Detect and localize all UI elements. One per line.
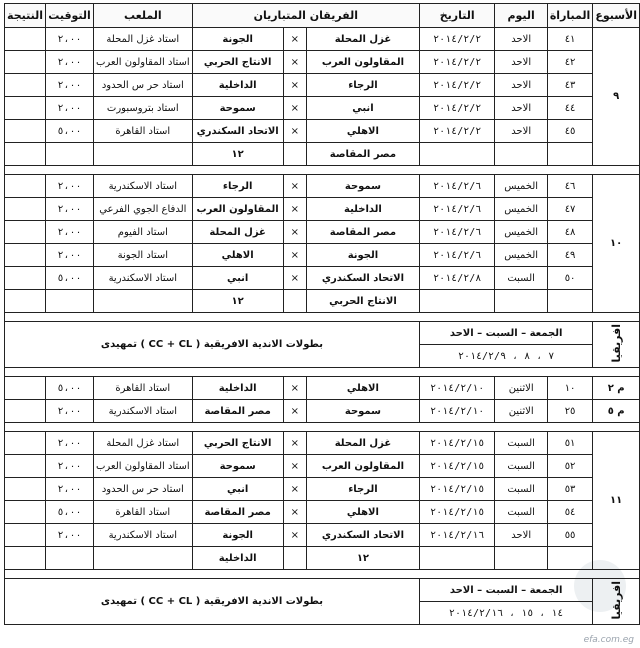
match-number: ٥٢ [547, 455, 593, 478]
venue: استاد الاسكندرية [93, 400, 192, 423]
venue: استاد المقاولون العرب [93, 51, 192, 74]
banner-days: الجمعة – السبت – الاحد [419, 579, 592, 602]
match-day: السبت [495, 267, 547, 290]
match-number: ٤٨ [547, 221, 593, 244]
match-date: ٢٠١٤/٢/٢ [419, 120, 495, 143]
home-team: المقاولون العرب [306, 455, 419, 478]
match-date: ٢٠١٤/٢/١٠ [419, 377, 495, 400]
spacer-cell [5, 368, 640, 377]
result [5, 175, 46, 198]
vs-mark: × [283, 51, 306, 74]
match-number: ٤١ [547, 28, 593, 51]
kickoff-time: ٢،٠٠ [46, 28, 94, 51]
spacer-row [5, 313, 640, 322]
kickoff-time: ٢،٠٠ [46, 244, 94, 267]
match-date: ٢٠١٤/٢/٦ [419, 175, 495, 198]
header-teams: الفريقان المتباريان [192, 4, 419, 28]
vs-mark: × [283, 175, 306, 198]
result [5, 28, 46, 51]
result [5, 478, 46, 501]
venue: استاد الاسكندرية [93, 524, 192, 547]
away-team: مصر المقاصة [192, 501, 283, 524]
match-row [5, 175, 640, 198]
match-date: ٢٠١٤/٢/٦ [419, 221, 495, 244]
match-date: ٢٠١٤/٢/١٠ [419, 400, 495, 423]
result [5, 524, 46, 547]
match-number: ٤٧ [547, 198, 593, 221]
vs-mark: × [283, 478, 306, 501]
schedule-table [4, 3, 640, 625]
result [5, 547, 46, 570]
header-row [5, 4, 640, 28]
match-day: الاحد [495, 97, 547, 120]
match-number [547, 143, 593, 166]
vs-mark: × [283, 244, 306, 267]
venue: الدفاع الجوي الفرعي [93, 198, 192, 221]
match-date: ٢٠١٤/٢/١٥ [419, 478, 495, 501]
vs-mark [283, 547, 306, 570]
match-number: ٤٢ [547, 51, 593, 74]
vs-mark: × [283, 74, 306, 97]
match-day: الخميس [495, 175, 547, 198]
match-number: ٤٥ [547, 120, 593, 143]
home-team: الداخلية [306, 198, 419, 221]
match-day: السبت [495, 501, 547, 524]
away-team: الداخلية [192, 74, 283, 97]
vs-mark: × [283, 198, 306, 221]
match-number: ٢٥ [547, 400, 593, 423]
venue: استاد الجونة [93, 244, 192, 267]
venue: استاد القاهرة [93, 377, 192, 400]
match-number: ٥٠ [547, 267, 593, 290]
match-row [5, 455, 640, 478]
banner-days: الجمعة – السبت – الاحد [419, 322, 592, 345]
vs-mark: × [283, 501, 306, 524]
home-team: الاهلي [306, 377, 419, 400]
result [5, 120, 46, 143]
match-day: الخميس [495, 221, 547, 244]
venue [93, 143, 192, 166]
away-team: الجونة [192, 28, 283, 51]
match-number: ٥٤ [547, 501, 593, 524]
watermark: efa.com.eg [583, 635, 634, 645]
match-day: الاحد [495, 28, 547, 51]
match-date [419, 547, 495, 570]
home-team: مصر المقاصة [306, 143, 419, 166]
match-row [5, 74, 640, 97]
result [5, 290, 46, 313]
banner-text: بطولات الاندية الافريقية ( CC + CL ) تمهيدى [5, 322, 420, 368]
kickoff-time: ٥،٠٠ [46, 501, 94, 524]
match-date: ٢٠١٤/٢/٦ [419, 198, 495, 221]
spacer-cell [5, 313, 640, 322]
venue: استاد الاسكندرية [93, 175, 192, 198]
away-team: الرجاء [192, 175, 283, 198]
vs-mark: × [283, 120, 306, 143]
match-row [5, 524, 640, 547]
match-date: ٢٠١٤/٢/٢ [419, 74, 495, 97]
venue: استاد غزل المحلة [93, 28, 192, 51]
home-team: الاهلي [306, 120, 419, 143]
venue: استاد حر س الحدود [93, 74, 192, 97]
venue: استاد بتروسبورت [93, 97, 192, 120]
away-team: المقاولون العرب [192, 198, 283, 221]
home-team: الاتحاد السكندري [306, 267, 419, 290]
away-team: ١٢ [192, 143, 283, 166]
away-team: الداخلية [192, 547, 283, 570]
kickoff-time: ٢،٠٠ [46, 432, 94, 455]
match-row [5, 244, 640, 267]
kickoff-time: ٢،٠٠ [46, 97, 94, 120]
header-week: الأسبوع [593, 4, 640, 28]
match-day: الاثنين [495, 400, 547, 423]
home-team: انبي [306, 97, 419, 120]
african-break-row [5, 579, 640, 602]
match-number: ٥١ [547, 432, 593, 455]
kickoff-time: ٢،٠٠ [46, 175, 94, 198]
week-number: ٩ [593, 28, 640, 166]
match-day: الاحد [495, 51, 547, 74]
kickoff-time: ٢،٠٠ [46, 198, 94, 221]
match-day [495, 547, 547, 570]
kickoff-time: ٥،٠٠ [46, 377, 94, 400]
spacer-row [5, 423, 640, 432]
match-row [5, 478, 640, 501]
vs-mark: × [283, 221, 306, 244]
match-number: ١٠ [547, 377, 593, 400]
home-team: الاهلي [306, 501, 419, 524]
match-date: ٢٠١٤/٢/٨ [419, 267, 495, 290]
match-row [5, 501, 640, 524]
match-row [5, 432, 640, 455]
africa-week-cell [593, 322, 640, 368]
result [5, 74, 46, 97]
result [5, 97, 46, 120]
header-venue: الملعب [93, 4, 192, 28]
match-date: ٢٠١٤/٢/١٥ [419, 455, 495, 478]
postponed-week: م ٥ [593, 400, 640, 423]
match-date: ٢٠١٤/٢/١٥ [419, 501, 495, 524]
banner-dates: ٧ ، ٨ ، ٢٠١٤/٢/٩ [419, 345, 592, 368]
result [5, 432, 46, 455]
home-team: سموحة [306, 400, 419, 423]
match-row [5, 97, 640, 120]
match-row [5, 221, 640, 244]
home-team: الانتاج الحربي [306, 290, 419, 313]
vs-mark: × [283, 377, 306, 400]
banner-text: بطولات الاندية الافريقية ( CC + CL ) تمهيدى [5, 579, 420, 625]
bye-row [5, 143, 640, 166]
match-day: الاثنين [495, 377, 547, 400]
home-team: غزل المحلة [306, 28, 419, 51]
result [5, 455, 46, 478]
africa-week-cell [593, 579, 640, 625]
match-date: ٢٠١٤/٢/٢ [419, 51, 495, 74]
result [5, 51, 46, 74]
kickoff-time: ٥،٠٠ [46, 267, 94, 290]
away-team: انبي [192, 267, 283, 290]
header-match: المباراة [547, 4, 593, 28]
home-team: المقاولون العرب [306, 51, 419, 74]
match-date [419, 290, 495, 313]
kickoff-time [46, 290, 94, 313]
venue [93, 547, 192, 570]
header-result: النتيجة [5, 4, 46, 28]
bye-row [5, 290, 640, 313]
home-team: سموحة [306, 175, 419, 198]
result [5, 244, 46, 267]
kickoff-time: ٢،٠٠ [46, 221, 94, 244]
venue: استاد الاسكندرية [93, 267, 192, 290]
vs-mark: × [283, 400, 306, 423]
away-team: الانتاج الحربي [192, 51, 283, 74]
kickoff-time: ٢،٠٠ [46, 400, 94, 423]
kickoff-time: ٢،٠٠ [46, 478, 94, 501]
match-date: ٢٠١٤/٢/٢ [419, 28, 495, 51]
away-team: غزل المحلة [192, 221, 283, 244]
vs-mark: × [283, 28, 306, 51]
match-row [5, 267, 640, 290]
match-day: الاحد [495, 120, 547, 143]
away-team: سموحة [192, 455, 283, 478]
match-day: السبت [495, 432, 547, 455]
spacer-cell [5, 166, 640, 175]
postponed-week: م ٢ [593, 377, 640, 400]
away-team: الاهلي [192, 244, 283, 267]
vs-mark: × [283, 524, 306, 547]
header-date: التاريخ [419, 4, 495, 28]
away-team: الانتاج الحربي [192, 432, 283, 455]
kickoff-time: ٢،٠٠ [46, 74, 94, 97]
match-number: ٤٤ [547, 97, 593, 120]
result [5, 143, 46, 166]
home-team: الرجاء [306, 478, 419, 501]
result [5, 377, 46, 400]
match-date: ٢٠١٤/٢/٢ [419, 97, 495, 120]
venue: استاد الفيوم [93, 221, 192, 244]
kickoff-time: ٢،٠٠ [46, 51, 94, 74]
home-team: غزل المحلة [306, 432, 419, 455]
vs-mark [283, 143, 306, 166]
away-team: ١٢ [192, 290, 283, 313]
header-time: التوقيت [46, 4, 94, 28]
home-team: الرجاء [306, 74, 419, 97]
spacer-row [5, 166, 640, 175]
spacer-row [5, 570, 640, 579]
spacer-cell [5, 570, 640, 579]
venue: استاد حر س الحدود [93, 478, 192, 501]
header-day: اليوم [495, 4, 547, 28]
postponed-match-row [5, 400, 640, 423]
schedule-body [5, 28, 640, 625]
vs-mark [283, 290, 306, 313]
result [5, 221, 46, 244]
match-row [5, 28, 640, 51]
vs-mark: × [283, 455, 306, 478]
match-number [547, 547, 593, 570]
match-day [495, 290, 547, 313]
match-number: ٤٦ [547, 175, 593, 198]
home-team: الجونة [306, 244, 419, 267]
result [5, 400, 46, 423]
match-date [419, 143, 495, 166]
result [5, 501, 46, 524]
kickoff-time: ٢،٠٠ [46, 455, 94, 478]
match-row [5, 120, 640, 143]
match-number: ٤٣ [547, 74, 593, 97]
spacer-cell [5, 423, 640, 432]
match-number [547, 290, 593, 313]
postponed-match-row [5, 377, 640, 400]
match-day [495, 143, 547, 166]
venue [93, 290, 192, 313]
africa-label: افريقيا [609, 580, 623, 620]
match-day: الخميس [495, 244, 547, 267]
home-team: مصر المقاصة [306, 221, 419, 244]
match-date: ٢٠١٤/٢/١٥ [419, 432, 495, 455]
kickoff-time [46, 547, 94, 570]
week-number: ١٠ [593, 175, 640, 313]
vs-mark: × [283, 267, 306, 290]
result [5, 198, 46, 221]
venue: استاد المقاولون العرب [93, 455, 192, 478]
week-number: ١١ [593, 432, 640, 570]
match-date: ٢٠١٤/٢/١٦ [419, 524, 495, 547]
match-number: ٥٥ [547, 524, 593, 547]
spacer-row [5, 368, 640, 377]
away-team: مصر المقاصة [192, 400, 283, 423]
match-day: الاحد [495, 74, 547, 97]
match-day: الاحد [495, 524, 547, 547]
away-team: سموحة [192, 97, 283, 120]
kickoff-time [46, 143, 94, 166]
venue: استاد القاهرة [93, 501, 192, 524]
match-date: ٢٠١٤/٢/٦ [419, 244, 495, 267]
match-row [5, 51, 640, 74]
vs-mark: × [283, 432, 306, 455]
kickoff-time: ٢،٠٠ [46, 524, 94, 547]
banner-dates: ١٤ ، ١٥ ، ٢٠١٤/٢/١٦ [419, 602, 592, 625]
away-team: انبي [192, 478, 283, 501]
africa-label: افريقيا [609, 323, 623, 363]
venue: استاد القاهرة [93, 120, 192, 143]
african-break-row [5, 322, 640, 345]
venue: استاد غزل المحلة [93, 432, 192, 455]
away-team: الداخلية [192, 377, 283, 400]
match-day: السبت [495, 478, 547, 501]
match-number: ٤٩ [547, 244, 593, 267]
home-team: ١٢ [306, 547, 419, 570]
bye-row [5, 547, 640, 570]
match-row [5, 198, 640, 221]
away-team: الاتحاد السكندري [192, 120, 283, 143]
vs-mark: × [283, 97, 306, 120]
match-number: ٥٣ [547, 478, 593, 501]
match-day: السبت [495, 455, 547, 478]
away-team: الجونة [192, 524, 283, 547]
match-day: الخميس [495, 198, 547, 221]
kickoff-time: ٥،٠٠ [46, 120, 94, 143]
result [5, 267, 46, 290]
home-team: الاتحاد السكندري [306, 524, 419, 547]
